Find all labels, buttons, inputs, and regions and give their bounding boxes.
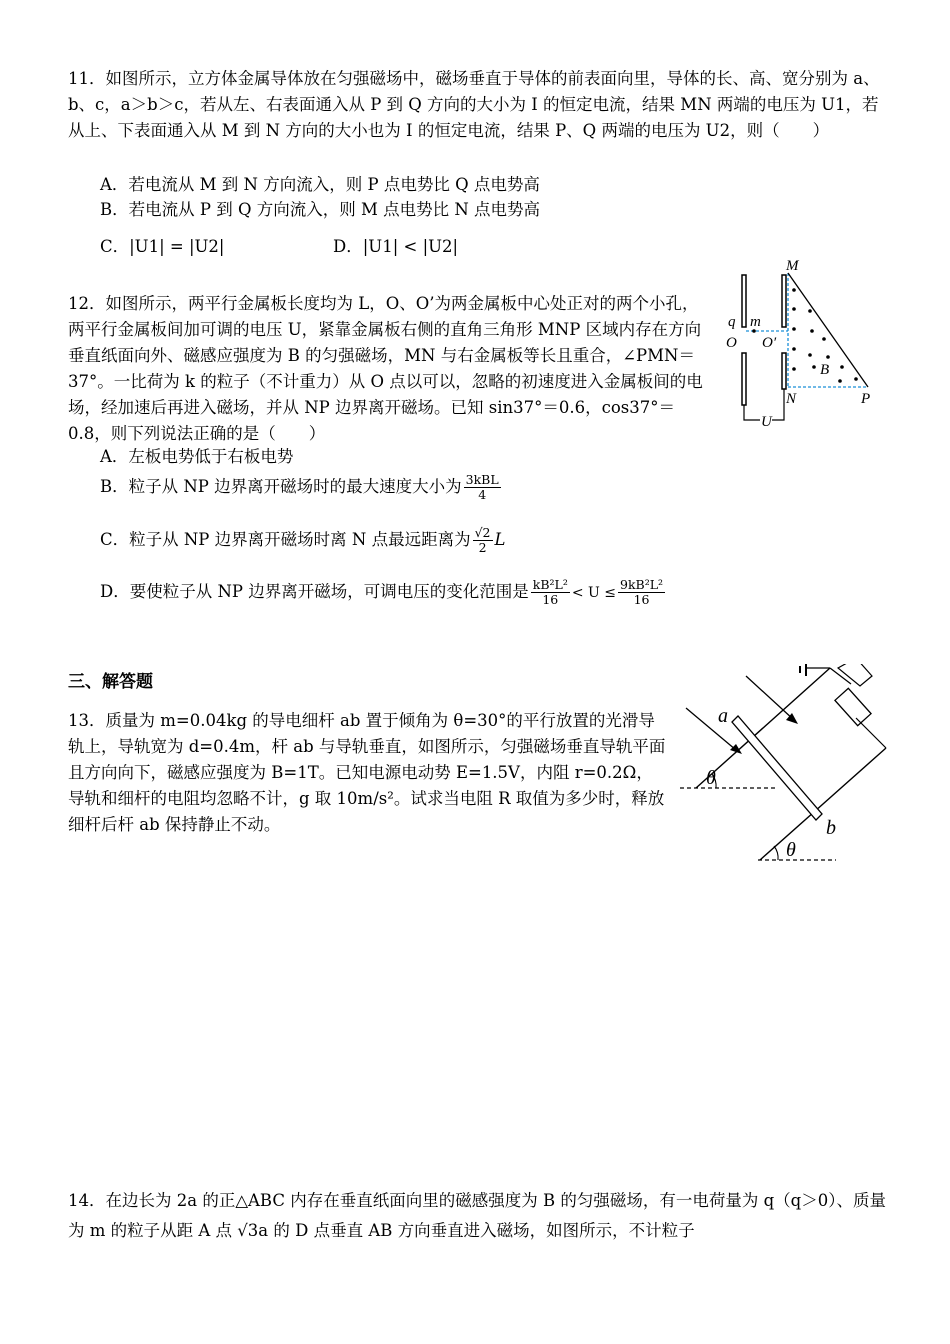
q12-option-b-text: B．粒子从 NP 边界离开磁场时的最大速度大小为 <box>100 477 462 496</box>
q12-option-b-fraction <box>464 473 501 502</box>
right-plate-upper <box>782 275 786 327</box>
section-header: 三、解答题 <box>68 672 153 692</box>
rod-ab <box>732 716 822 820</box>
field-arrow-1 <box>686 708 736 750</box>
q12-option-d-text: D．要使粒子从 NP 边界离开磁场，可调电压的变化范围是 <box>100 582 529 601</box>
label-m: M <box>786 258 799 274</box>
q12-figure <box>718 255 880 435</box>
q11-option-d: D．|U1| < |U2| <box>333 237 459 256</box>
q12-option-a: A．左板电势低于右板电势 <box>100 447 294 466</box>
question-12 <box>68 291 710 447</box>
rheostat <box>835 688 871 725</box>
q11-option-b: B．若电流从 P 到 Q 方向流入，则 M 点电势比 N 点电势高 <box>100 200 541 219</box>
question-12-text: 12．如图所示，两平行金属板长度均为 L，O、O’为两金属板中心处正对的两个小孔，两平行金属板间加可调的电压 U，紧靠金属板右侧的直角三角形 MNP 区域内存在方向垂直纸面向外、磁感应强度为 B 的匀强磁场，MN 与右金属板等长且重合，∠PMN＝37°。一比荷为 k 的粒子（不计重力）从 O 点以可以，忽略的初速度进入金属板间的电场，经加速后再进入磁场，并从 NP 边界离开磁场。已知 sin37°＝0.6，cos37°＝0.8，则下列说法正确的是（ ） <box>68 294 703 443</box>
label-b: b <box>826 817 836 839</box>
label-m-mass: m <box>750 314 761 330</box>
fraction-denominator: 2 <box>478 540 487 555</box>
label-theta-2: θ <box>786 839 796 861</box>
q12-option-c-text: C．粒子从 NP 边界离开磁场时离 N 点最远距离为 <box>100 530 471 549</box>
label-n: N <box>786 391 797 407</box>
fraction-numerator: 9kB²L² <box>620 577 664 592</box>
q12-option-d-fraction-2 <box>618 578 665 607</box>
question-13-text: 13．质量为 m=0.04kg 的导电细杆 ab 置于倾角为 θ=30°的平行放置的光滑导轨上，导轨宽为 d=0.4m，杆 ab 与导轨垂直，如图所示，匀强磁场垂直导轨平面且方向向下，磁感应强度为 B=1T。已知电源电动势 E=1.5V，内阻 r=0.2Ω，导轨和细杆的电阻均忽略不计，g 取 10m/s²。试求当电阻 R 取值为多少时，释放细杆后杆 ab 保持静止不动。 <box>68 711 666 834</box>
wire-right <box>772 389 784 420</box>
label-a: a <box>718 705 728 727</box>
wire-to-rail <box>856 718 886 748</box>
fraction-numerator: 3kBL <box>465 472 499 487</box>
fraction-numerator: kB²L² <box>532 577 568 592</box>
label-p: P <box>861 391 871 407</box>
wire-left <box>744 405 760 420</box>
fraction-denominator: 16 <box>633 592 650 607</box>
field-arrow-2 <box>746 676 794 720</box>
q12-option-b <box>100 473 503 502</box>
q12-option-d-fraction-1 <box>531 578 570 607</box>
angle-arc-2 <box>774 846 778 860</box>
rail-upper <box>696 668 830 788</box>
question-14-text: 14．在边长为 2a 的正△ABC 内存在垂直纸面向里的磁感强度为 B 的匀强磁场，有一电荷量为 q（q＞0）、质量为 m 的粒子从距 A 点 √3a 的 D 点垂直 AB 方向垂直进入磁场，如图所示，不计粒子 <box>68 1191 886 1240</box>
label-u: U <box>761 414 772 430</box>
label-o: O <box>726 335 737 351</box>
q12-option-c <box>100 526 505 555</box>
label-b: B <box>820 362 830 378</box>
q12-option-d <box>100 578 667 607</box>
question-11-text: 11．如图所示，立方体金属导体放在匀强磁场中，磁场垂直于导体的前表面向里，导体的长、高、宽分别为 a、b、c，a＞b＞c，若从左、右表面通入从 P 到 Q 方向的大小为 I 的恒定电流，结果 MN 两端的电压为 U1，若从上、下表面通入从 M 到 N 方向的大小也为 I 的恒定电流，结果 P、Q 两端的电压为 U2，则（ ） <box>68 69 880 140</box>
label-theta-1: θ <box>706 767 716 789</box>
q13-figure <box>676 664 888 868</box>
q11-option-c: C．|U1| = |U2| <box>100 237 225 256</box>
q12-option-c-tail: L <box>494 530 506 549</box>
q12-option-c-fraction <box>473 526 493 555</box>
fraction-numerator: √2 <box>474 525 491 540</box>
fraction-denominator: 16 <box>542 592 559 607</box>
question-13 <box>68 708 666 838</box>
left-plate-lower <box>742 353 746 405</box>
fraction-denominator: 4 <box>478 487 487 502</box>
label-q: q <box>728 314 736 330</box>
q12-option-d-inequality: < U ≤ <box>571 585 617 601</box>
right-plate-lower <box>782 353 786 389</box>
label-o-prime: O′ <box>762 335 777 351</box>
question-14 <box>68 1186 888 1246</box>
left-plate-upper <box>742 275 746 327</box>
rheostat-slider-box <box>838 664 872 686</box>
q11-option-a: A．若电流从 M 到 N 方向流入，则 P 点电势比 Q 点电势高 <box>100 175 540 194</box>
question-11 <box>68 66 888 144</box>
